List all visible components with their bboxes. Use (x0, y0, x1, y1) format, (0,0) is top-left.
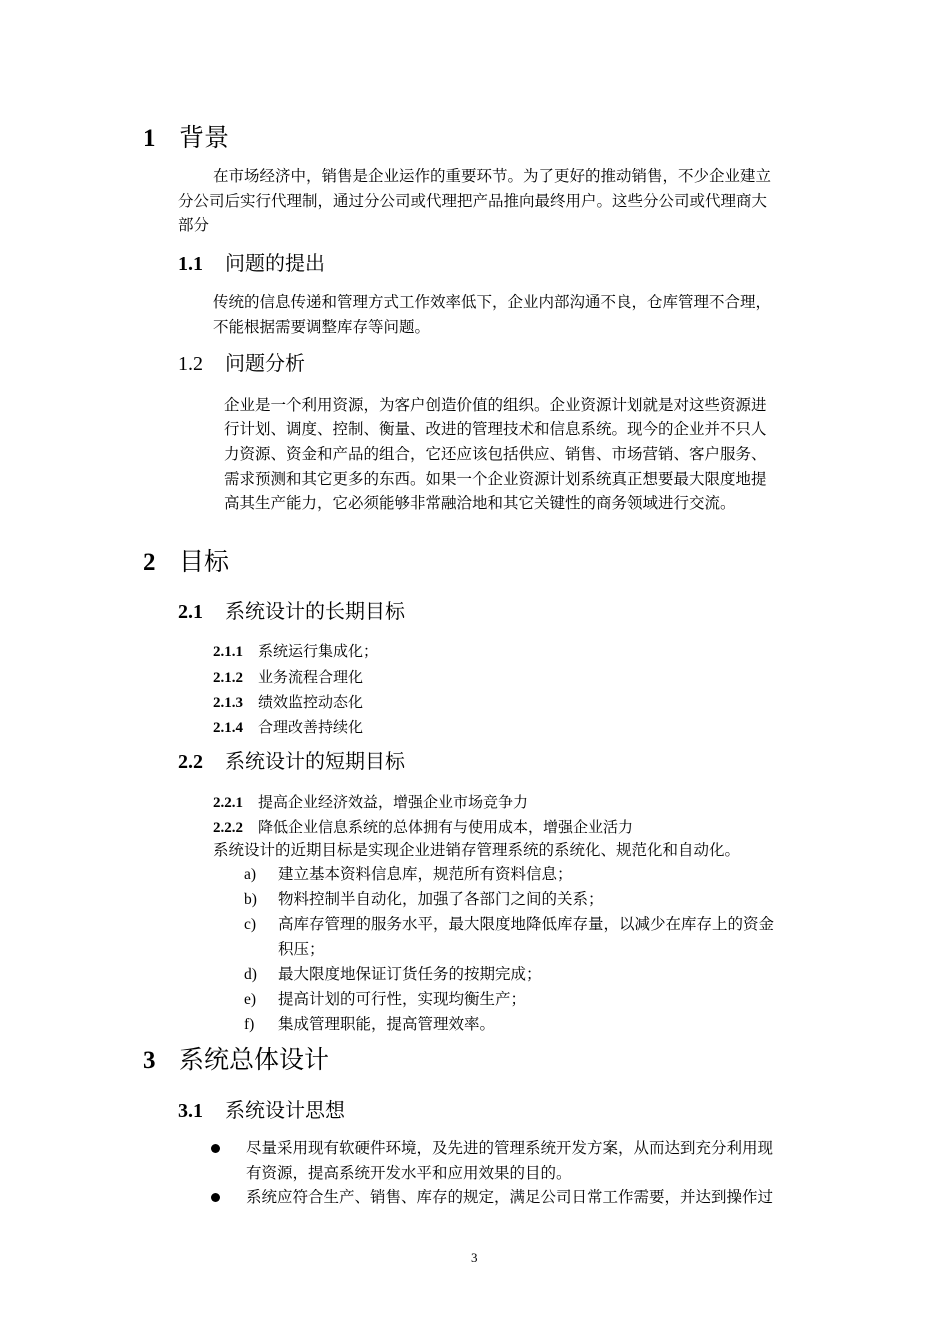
section-1-2-heading (178, 347, 305, 376)
subsection-2-1-4 (213, 716, 363, 737)
page-number: 3 (471, 1250, 478, 1265)
item-text: 降低企业信息系统的总体拥有与使用成本，增强企业活力 (258, 818, 634, 836)
list-marker: e) (244, 991, 257, 1008)
subsection-2-1-1 (213, 640, 378, 661)
list-item-d (244, 962, 542, 988)
heading-number: 1 (143, 125, 156, 152)
list-item-a (244, 862, 573, 888)
heading-title: 系统设计思想 (225, 1098, 345, 1122)
section-1-intro-line-3: 部分 (178, 216, 210, 234)
item-text: 绩效监控动态化 (258, 693, 364, 711)
list-marker: a) (244, 866, 257, 883)
heading-number: 3.1 (178, 1100, 203, 1122)
heading-number: 1.1 (178, 253, 203, 275)
section-3-heading (143, 1040, 329, 1076)
section-2-heading (143, 542, 229, 578)
heading-number: 2.2 (178, 751, 203, 773)
section-3-1-heading (178, 1094, 345, 1123)
heading-number: 2.1 (178, 601, 203, 623)
item-number: 2.2.1 (213, 795, 243, 811)
subsection-2-2-1 (213, 791, 528, 812)
heading-title: 目标 (179, 547, 230, 576)
item-text: 系统运行集成化； (258, 642, 379, 660)
item-number: 2.1.2 (213, 670, 243, 686)
heading-title: 系统设计的长期目标 (225, 599, 405, 623)
list-text: 建立基本资料信息库，规范所有资料信息； (278, 865, 573, 883)
bullet-2-line-1: 系统应符合生产、销售、库存的规定，满足公司日常工作需要，并达到操作过 (246, 1188, 774, 1206)
list-marker: b) (244, 891, 257, 908)
subsection-2-1-2 (213, 666, 363, 687)
heading-title: 问题的提出 (225, 251, 325, 275)
section-1-1-text-line-1: 传统的信息传递和管理方式工作效率低下，企业内部沟通不良，仓库管理不合理， (213, 293, 772, 311)
section-1-heading (143, 118, 229, 154)
section-1-2-text-line-1: 企业是一个利用资源，为客户创造价值的组织。企业资源计划就是对这些资源进 (224, 396, 767, 414)
item-text: 合理改善持续化 (258, 718, 364, 736)
section-1-2-text-line-4: 需求预测和其它更多的东西。如果一个企业资源计划系统真正想要最大限度地提 (224, 470, 767, 488)
list-item-c-continuation: 积压； (278, 940, 325, 958)
heading-number: 3 (143, 1047, 156, 1074)
section-1-intro-line-2: 分公司后实行代理制，通过分公司或代理把产品推向最终用户。这些分公司或代理商大 (178, 192, 768, 210)
section-2-2-summary: 系统设计的近期目标是实现企业进销存管理系统的系统化、规范化和自动化。 (213, 841, 741, 859)
subsection-2-1-3 (213, 691, 363, 712)
section-1-1-text-line-2: 不能根据需要调整库存等问题。 (213, 318, 431, 336)
bullet-1-line-1: 尽量采用现有软硬件环境，及先进的管理系统开发方案，从而达到充分利用现 (246, 1139, 774, 1157)
section-1-2-text-line-3: 力资源、资金和产品的组合，它还应该包括供应、销售、市场营销、客户服务、 (224, 445, 767, 463)
heading-title: 系统设计的短期目标 (225, 749, 405, 773)
list-text: 物料控制半自动化，加强了各部门之间的关系； (278, 890, 604, 908)
list-item-f (244, 1012, 495, 1038)
section-2-2-heading (178, 745, 405, 774)
heading-number: 1.2 (178, 353, 203, 375)
list-text: 最大限度地保证订货任务的按期完成； (278, 965, 542, 983)
item-number: 2.1.4 (213, 720, 243, 736)
item-text: 业务流程合理化 (258, 668, 364, 686)
section-1-2-text-line-5: 高其生产能力，它必须能够非常融洽地和其它关键性的商务领域进行交流。 (224, 494, 736, 512)
list-marker: f) (244, 1016, 255, 1033)
heading-title: 系统总体设计 (179, 1045, 330, 1074)
item-number: 2.2.2 (213, 820, 243, 836)
heading-number: 2 (143, 549, 156, 576)
list-item-c (244, 912, 774, 938)
heading-title: 背景 (179, 123, 230, 152)
list-marker: c) (244, 916, 257, 933)
bullet-icon (211, 1144, 220, 1153)
item-number: 2.1.1 (213, 644, 243, 660)
section-1-intro-line-1: 在市场经济中，销售是企业运作的重要环节。为了更好的推动销售，不少企业建立 (213, 167, 772, 185)
list-text: 高库存管理的服务水平，最大限度地降低库存量，以减少在库存上的资金 (278, 915, 775, 933)
list-item-e (244, 987, 526, 1013)
section-1-2-text-line-2: 行计划、调度、控制、衡量、改进的管理技术和信息系统。现今的企业并不只人 (224, 420, 767, 438)
item-number: 2.1.3 (213, 695, 243, 711)
list-text: 提高计划的可行性，实现均衡生产； (278, 990, 527, 1008)
bullet-icon (211, 1193, 220, 1202)
list-marker: d) (244, 966, 257, 983)
bullet-1-line-2: 有资源，提高系统开发水平和应用效果的目的。 (246, 1164, 572, 1182)
section-1-1-heading (178, 247, 325, 276)
heading-title: 问题分析 (225, 351, 305, 375)
list-text: 集成管理职能，提高管理效率。 (278, 1015, 496, 1033)
section-2-1-heading (178, 595, 405, 624)
subsection-2-2-2 (213, 816, 633, 837)
item-text: 提高企业经济效益，增强企业市场竞争力 (258, 793, 529, 811)
list-item-b (244, 887, 604, 913)
